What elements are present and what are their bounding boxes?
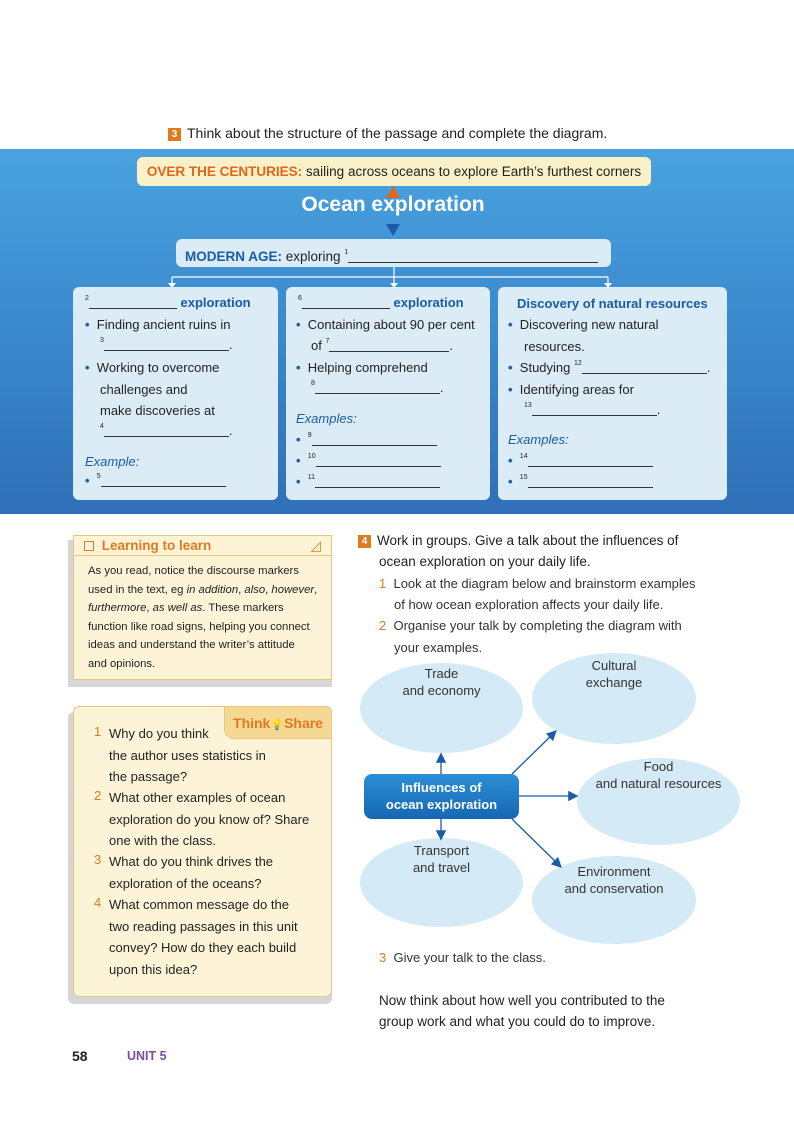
learning-to-learn-header xyxy=(74,536,331,556)
card-item: Working to overcome xyxy=(96,360,220,375)
answer-blank[interactable] xyxy=(302,295,390,309)
blank-number: 3 xyxy=(100,337,104,344)
bubble-environment-label: Environment and conservation xyxy=(564,864,664,896)
task4-text: Work in groups. Give a talk about the influences of xyxy=(377,533,679,548)
question-4: What common message do the two reading passages in this unit convey? How do they each build upon this idea? xyxy=(109,897,298,977)
blank-number: 4 xyxy=(100,423,104,430)
answer-blank[interactable] xyxy=(315,380,440,394)
connector-lines xyxy=(0,262,794,288)
card-heading: Discovery of natural resources xyxy=(517,296,708,311)
arrow-down-icon xyxy=(386,224,400,236)
card-natural-resources: Discovery of natural resources • Discovering new natural resources. • Studying $^{12}$ . • Identifying areas for $^{13}$ . Examples: • $^{14}$ • $^{15}$ xyxy=(498,287,727,500)
blank-number: 1 xyxy=(344,249,349,256)
card-item: Identifying areas for xyxy=(519,382,634,397)
reflection-text: Now think about how well you contributed to the xyxy=(379,993,665,1008)
task4-sub1: 1 Look at the diagram below and brainstorm examples xyxy=(379,576,696,591)
example-label: Examples: xyxy=(508,432,569,447)
question-3: What do you think drives the exploration of the oceans? xyxy=(109,854,274,891)
answer-blank[interactable] xyxy=(315,474,440,488)
task4-text-cont: ocean exploration on your daily life. xyxy=(379,554,591,569)
blank-number: 11 xyxy=(307,474,316,481)
example-label: Example: xyxy=(85,454,140,469)
card-heading: exploration xyxy=(180,295,251,310)
answer-blank[interactable] xyxy=(582,360,707,374)
think-share-box xyxy=(73,706,332,997)
answer-blank[interactable] xyxy=(316,453,441,467)
answer-blank[interactable] xyxy=(329,338,449,352)
mindmap-center: Influences of ocean exploration xyxy=(364,774,519,819)
centuries-label: OVER THE CENTURIES: xyxy=(146,164,303,179)
card-item: Containing about 90 per cent xyxy=(307,317,475,332)
task4-heading xyxy=(358,530,678,551)
answer-blank[interactable] xyxy=(528,474,653,488)
bubble-food-label: Food and natural resources xyxy=(595,759,722,791)
task4-sub1-cont: of how ocean exploration affects your daily life. xyxy=(394,597,664,612)
bubble-transport-label: Transport and travel xyxy=(412,843,471,875)
card-item-cont: resources. xyxy=(524,339,585,354)
learning-to-learn-text: As you read, notice the discourse markers used in the text, eg in addition, also, however, furthermore, as well as. These markers function like road signs, helping you connect ideas and understand the writer’s attitude and opinions. xyxy=(88,565,318,670)
answer-blank[interactable] xyxy=(89,295,177,309)
card-exploration-1: $^2$ exploration • Finding ancient ruins in $^3$ . • Working to overcome challenges and make discoveries at $^4$ . Example: • $^5$ xyxy=(73,287,278,500)
modern-label: MODERN AGE: xyxy=(185,249,282,264)
question-number: 3 xyxy=(94,852,102,867)
task4-sub2-cont: your examples. xyxy=(394,640,483,655)
answer-blank[interactable] xyxy=(532,402,657,416)
centuries-box xyxy=(137,157,651,186)
question-2: What other examples of ocean exploration do you know of? Share one with the class. xyxy=(109,790,310,848)
card-exploration-2: $^6$ exploration • Containing about 90 per cent of $^7$ . • Helping comprehend $^8$ . Examples: • $^9$ • $^{10}$ • $^{11}$ xyxy=(286,287,490,500)
blank-number: 13 xyxy=(524,402,532,409)
question-number: 4 xyxy=(94,895,102,910)
answer-blank[interactable] xyxy=(104,337,229,351)
question-number: 2 xyxy=(94,788,102,803)
answer-blank[interactable] xyxy=(528,453,653,467)
answer-blank[interactable] xyxy=(104,423,229,437)
centuries-text: sailing across oceans to explore Earth’s furthest corners xyxy=(305,164,642,179)
corner-triangle-icon: ◿ xyxy=(310,538,321,553)
unit-label: UNIT 5 xyxy=(127,1049,167,1063)
think-label: Think xyxy=(233,715,271,731)
answer-blank[interactable] xyxy=(101,473,226,487)
blank-number: 9 xyxy=(307,432,312,439)
card-item-cont: challenges and xyxy=(100,382,188,397)
page-number: 58 xyxy=(72,1048,88,1064)
card-item: Helping comprehend xyxy=(307,360,428,375)
bubble-cultural-label: Cultural exchange xyxy=(585,658,643,690)
modern-text: exploring xyxy=(285,249,341,264)
card-heading: exploration xyxy=(393,295,464,310)
blank-number: 7 xyxy=(325,338,330,345)
blank-number: 14 xyxy=(519,453,528,460)
bubble-trade-label: Trade and economy xyxy=(402,666,481,698)
lightbulb-icon: 💡 xyxy=(270,719,285,731)
task-number-badge: 3 xyxy=(168,128,181,141)
blank-number: 15 xyxy=(519,474,528,481)
card-item: Finding ancient ruins in xyxy=(96,317,231,332)
reflection-text-cont: group work and what you could do to improve. xyxy=(379,1014,656,1029)
task3-text: Think about the structure of the passage and complete the diagram. xyxy=(187,125,608,141)
question-1: Why do you think the author uses statistics in the passage? xyxy=(109,726,266,784)
card-item: Discovering new natural xyxy=(519,317,659,332)
diagram-title: Ocean exploration xyxy=(301,193,485,216)
blank-number: 10 xyxy=(307,453,316,460)
task-number-badge: 4 xyxy=(358,535,371,548)
blank-number: 8 xyxy=(311,380,315,387)
example-label: Examples: xyxy=(296,411,357,426)
checkbox-icon xyxy=(84,541,94,551)
blank-number: 2 xyxy=(85,295,89,302)
share-label: Share xyxy=(284,715,323,731)
blank-number: 12 xyxy=(574,360,582,367)
blank-number: 6 xyxy=(298,295,302,302)
learning-to-learn-box xyxy=(73,535,332,680)
task4-sub2: 2 Organise your talk by completing the diagram with xyxy=(379,618,682,633)
card-item-cont: of xyxy=(311,338,322,353)
answer-blank[interactable] xyxy=(348,249,598,263)
task3-instruction xyxy=(168,125,607,141)
question-number: 1 xyxy=(94,724,102,739)
card-item: Studying xyxy=(519,360,571,375)
card-item-cont: make discoveries at xyxy=(100,403,215,418)
answer-blank[interactable] xyxy=(312,432,437,446)
task4-sub3: 3 Give your talk to the class. xyxy=(379,950,546,965)
learning-to-learn-title: Learning to learn xyxy=(101,538,212,553)
blank-number: 5 xyxy=(96,473,101,480)
